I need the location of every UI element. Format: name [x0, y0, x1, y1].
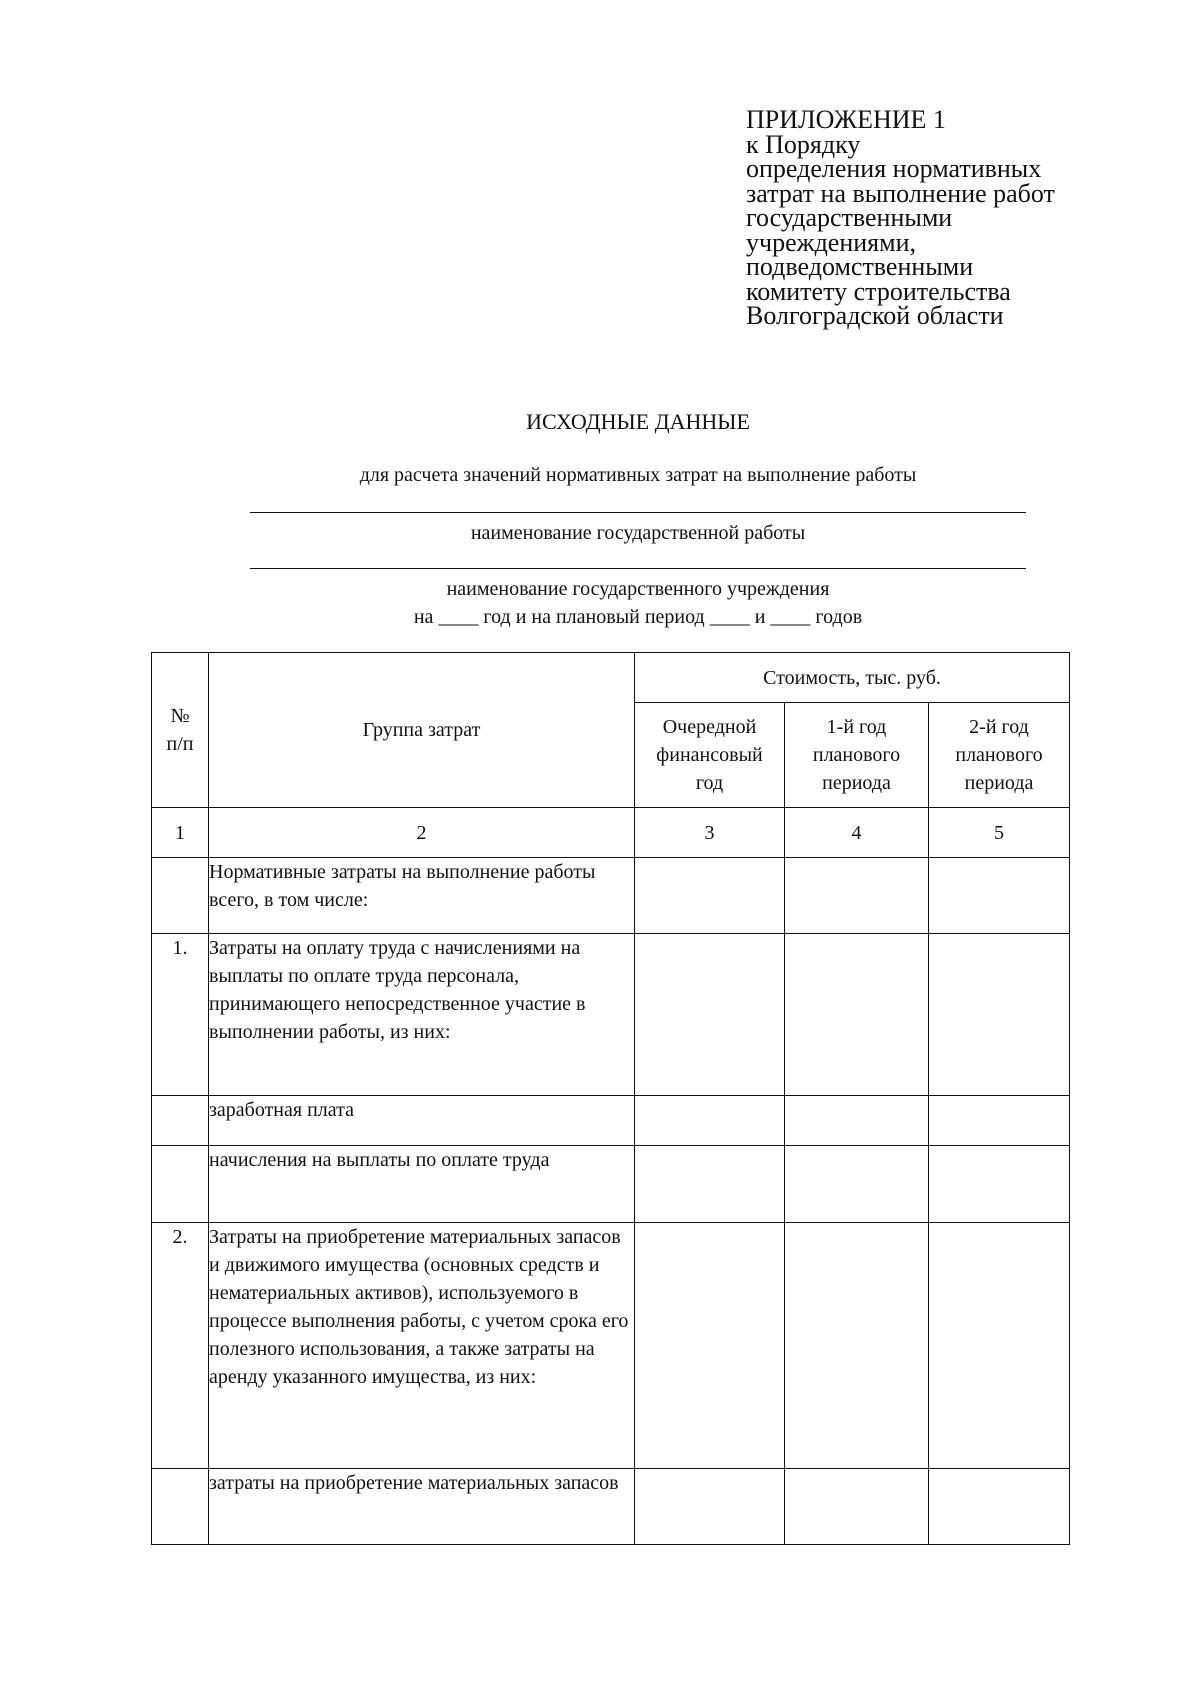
row-number: 1.: [152, 934, 209, 1096]
value-cell: [929, 858, 1070, 934]
value-cell: [635, 1146, 785, 1223]
row-number: 2.: [152, 1223, 209, 1469]
appendix-line: учреждениями,: [746, 227, 917, 257]
document-purpose: для расчета значений нормативных затрат на выполнение работы: [359, 464, 917, 486]
appendix-line: затрат на выполнение работ: [746, 178, 1055, 208]
header-cost: Стоимость, тыс. руб.: [635, 653, 1070, 703]
row-number: [152, 1146, 209, 1223]
row-cost-group: Затраты на приобретение материальных запасов и движимого имущества (основных средств и нематериальных активов), используемого в процессе выполнения работы, с учетом срока его полезного использования, а также затраты на аренду указанного имущества, из них:: [209, 1223, 635, 1469]
row-number: [152, 858, 209, 934]
column-number: 5: [929, 808, 1070, 858]
header-number: [152, 653, 209, 808]
work-name-caption: наименование государственной работы: [470, 522, 806, 544]
institution-name-line: [250, 568, 1026, 569]
document-title: ИСХОДНЫЕ ДАННЫЕ: [526, 409, 750, 434]
appendix-block: [746, 105, 1166, 330]
value-cell: [929, 1096, 1070, 1146]
column-number: 1: [152, 808, 209, 858]
value-cell: [785, 1469, 929, 1545]
institution-caption: наименование государственного учреждения: [446, 578, 830, 600]
value-cell: [785, 1223, 929, 1469]
appendix-line: определения нормативных: [746, 154, 1042, 183]
row-cost-group: затраты на приобретение материальных запасов: [209, 1469, 635, 1545]
row-number: [152, 1096, 209, 1146]
header-first-plan-year: [785, 703, 929, 808]
appendix-line: государственными: [746, 203, 953, 232]
row-cost-group: Нормативные затраты на выполнение работы всего, в том числе:: [209, 858, 635, 934]
table-row: [152, 934, 1070, 1096]
header-first-plan-year-label: 1-й год планового периода: [812, 716, 901, 794]
work-name-line: [250, 512, 1026, 513]
column-number: 3: [635, 808, 785, 858]
value-cell: [635, 1223, 785, 1469]
value-cell: [785, 934, 929, 1096]
table-row: [152, 1096, 1070, 1146]
header-second-plan-year: [929, 703, 1070, 808]
appendix-line: подведомственными: [746, 252, 974, 281]
column-number-row: [152, 808, 1070, 858]
row-cost-group: начисления на выплаты по оплате труда: [209, 1146, 635, 1223]
row-cost-group: заработная плата: [209, 1096, 635, 1146]
appendix-line: комитету строительства: [746, 276, 1011, 306]
appendix-line: Волгоградской области: [746, 301, 1004, 330]
row-number: [152, 1469, 209, 1545]
value-cell: [635, 1096, 785, 1146]
header-current-year: [635, 703, 785, 808]
value-cell: [785, 858, 929, 934]
value-cell: [635, 858, 785, 934]
row-cost-group: Затраты на оплату труда с начислениями на выплаты по оплате труда персонала, принимающего непосредственное участие в выполнении работы, из них:: [209, 934, 635, 1096]
header-number-label: № п/п: [166, 705, 194, 755]
appendix-line: ПРИЛОЖЕНИЕ 1: [746, 105, 946, 134]
period-line: на ____ год и на плановый период ____ и ____ годов: [413, 606, 863, 628]
value-cell: [785, 1096, 929, 1146]
value-cell: [929, 934, 1070, 1096]
table-row: [152, 1223, 1070, 1469]
value-cell: [785, 1146, 929, 1223]
column-number: 2: [209, 808, 635, 858]
header-current-year-label: Очередной финансовый год: [656, 716, 763, 794]
header-second-plan-year-label: 2-й год планового периода: [955, 716, 1043, 794]
header-group: Группа затрат: [209, 653, 635, 808]
table-row: [152, 858, 1070, 934]
value-cell: [929, 1469, 1070, 1545]
value-cell: [635, 934, 785, 1096]
value-cell: [929, 1223, 1070, 1469]
table-row: [152, 1469, 1070, 1545]
value-cell: [635, 1469, 785, 1545]
column-number: 4: [785, 808, 929, 858]
value-cell: [929, 1146, 1070, 1223]
appendix-line: к Порядку: [746, 129, 861, 159]
table-row: [152, 1146, 1070, 1223]
cost-table: [151, 652, 1070, 1545]
